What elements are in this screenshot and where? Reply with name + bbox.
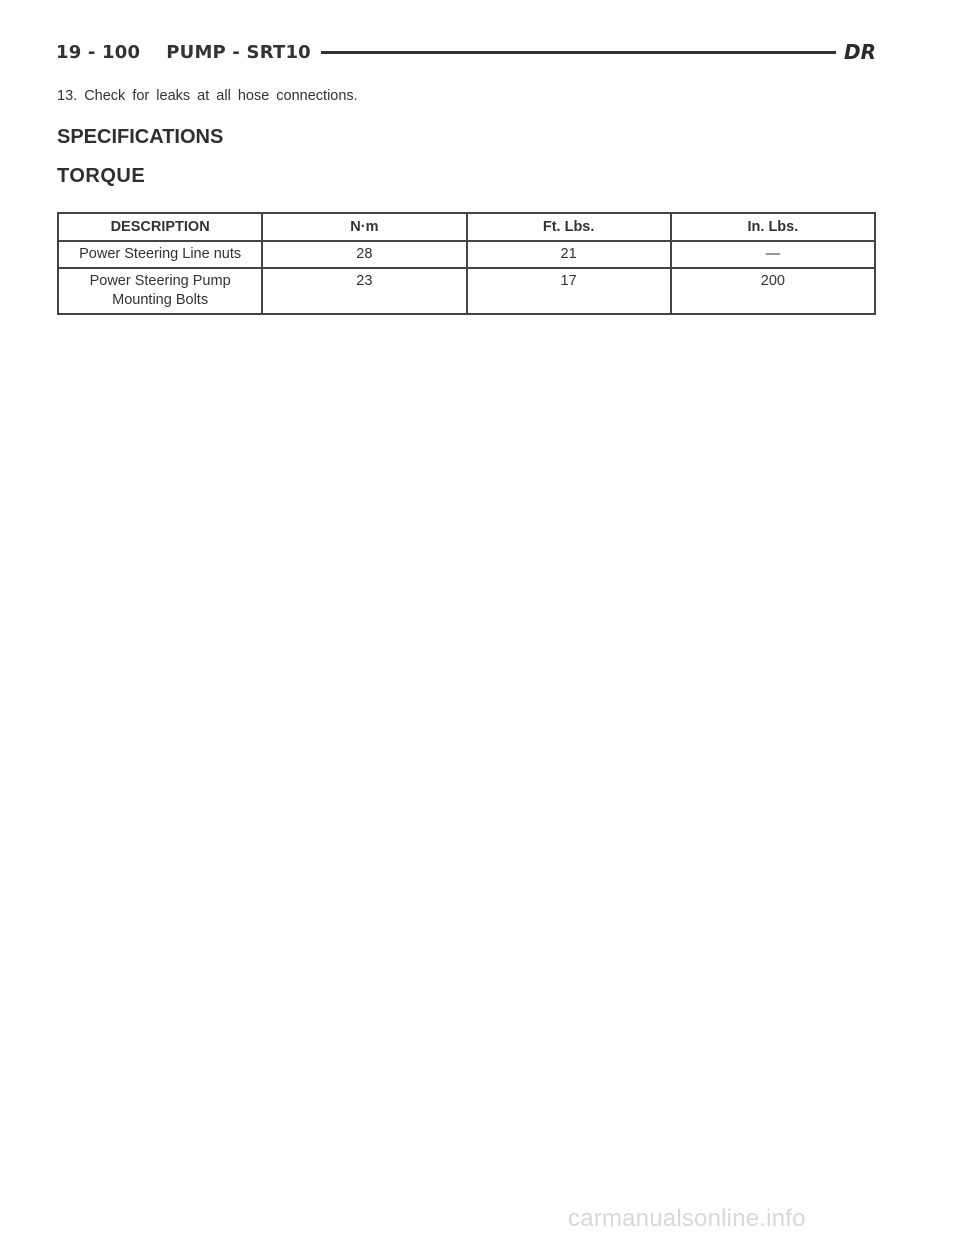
- cell-nm: 23: [262, 268, 466, 314]
- header-rule: [321, 51, 836, 54]
- page-header: [56, 40, 876, 64]
- cell-in-lbs: —: [671, 241, 875, 268]
- page-number: 19 - 100: [56, 41, 141, 63]
- column-header-ft-lbs: Ft. Lbs.: [467, 213, 671, 241]
- table-header-row: [58, 213, 875, 241]
- column-header-description: DESCRIPTION: [58, 213, 262, 241]
- cell-description: Power Steering Line nuts: [58, 241, 262, 268]
- column-header-nm: N·m: [262, 213, 466, 241]
- cell-description: [58, 268, 262, 314]
- specifications-heading: SPECIFICATIONS: [57, 126, 224, 148]
- torque-spec-table: [57, 212, 876, 315]
- description-line-2: Mounting Bolts: [112, 292, 209, 308]
- description-line-1: Power Steering Pump: [89, 273, 231, 289]
- section-title: PUMP - SRT10: [166, 41, 311, 63]
- column-header-in-lbs: In. Lbs.: [671, 213, 875, 241]
- step-text: Check for leaks at all hose connections.: [84, 88, 358, 104]
- cell-ft-lbs: 17: [467, 268, 671, 314]
- cell-in-lbs: 200: [671, 268, 875, 314]
- procedure-step: [57, 88, 358, 104]
- step-number: 13.: [57, 88, 78, 104]
- watermark-link[interactable]: carmanualsonline.info: [568, 1205, 806, 1232]
- cell-ft-lbs: 21: [467, 241, 671, 268]
- table-row: [58, 241, 875, 268]
- table-row: [58, 268, 875, 314]
- model-code: DR: [843, 40, 876, 64]
- torque-heading: TORQUE: [57, 165, 146, 187]
- cell-nm: 28: [262, 241, 466, 268]
